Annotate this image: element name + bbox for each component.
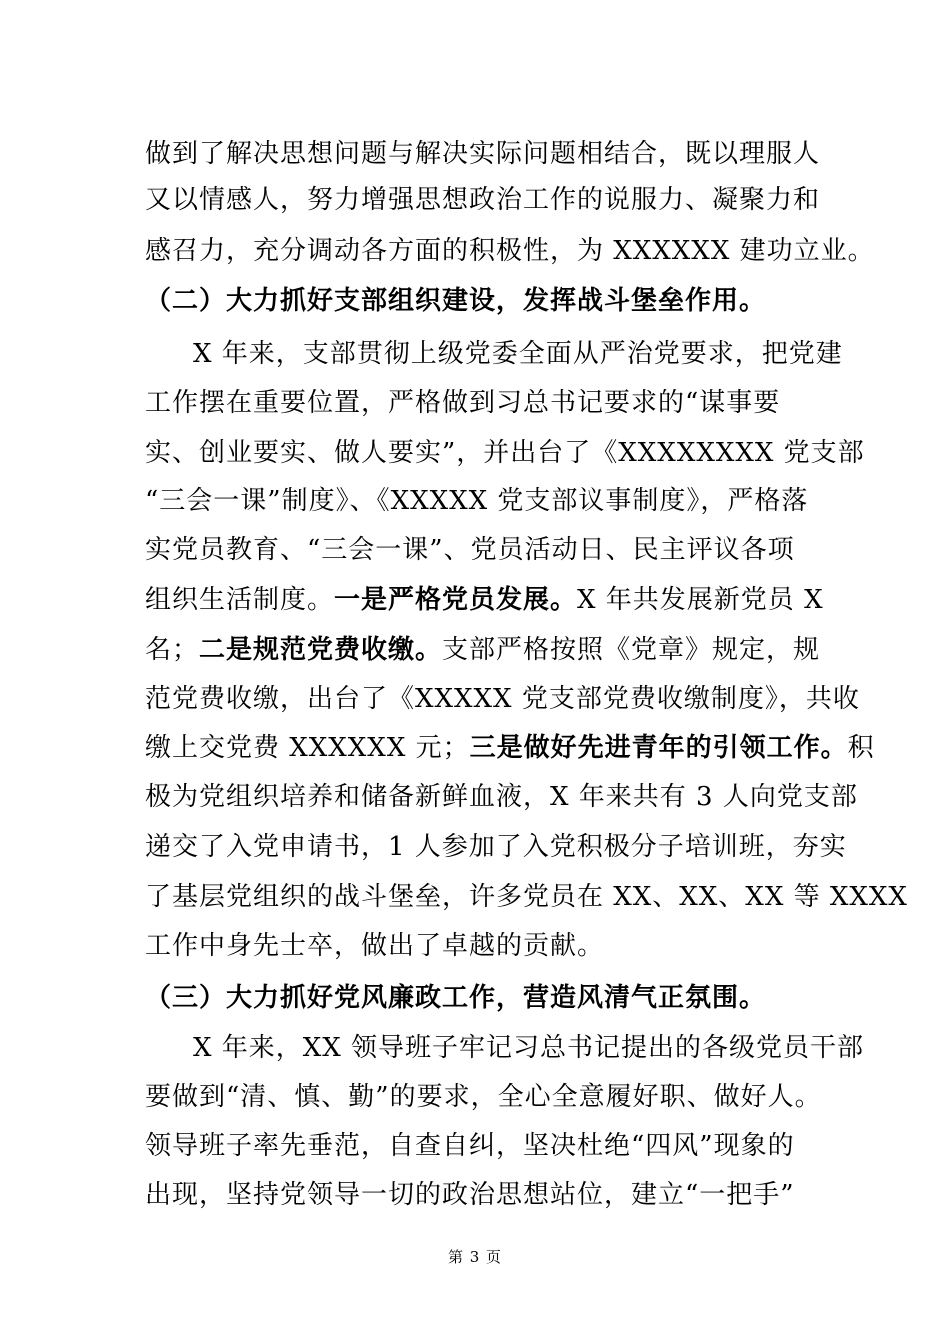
heading-text: （三）大力抓好党风廉政工作，营造风清气正氛围。 (145, 983, 767, 1013)
text-segment: 做到了解决思想问题与解决实际问题相结合，既以理服人 (145, 139, 821, 169)
text-segment: 出现，坚持党领导一切的政治思想站位，建立“一把手” (145, 1180, 795, 1210)
body-text-line (145, 880, 908, 914)
text-segment: 实、创业要实、做人要实”，并出台了《XXXXXXXX 党支部 (145, 438, 865, 468)
page-number-footer (0, 1247, 950, 1267)
paragraph-first-line (193, 1031, 864, 1065)
text-segment: 要做到“清、慎、勤”的要求，全心全意履好职、做好人。 (145, 1082, 822, 1112)
body-text-line (145, 183, 820, 217)
text-segment: 工作摆在重要位置，严格做到习总书记要求的“谋事要 (145, 388, 781, 418)
text-segment: 感召力，充分调动各方面的积极性，为 XXXXXX 建功立业。 (145, 236, 875, 266)
text-segment: 范党费收缴，出台了《XXXXX 党支部党费收缴制度》，共收 (145, 684, 860, 714)
text-segment: “三会一课”制度》、《XXXXX 党支部议事制度》，严格落 (145, 486, 809, 516)
body-text-line (145, 484, 808, 518)
section-heading-2 (145, 284, 766, 318)
body-text-line (145, 1080, 822, 1114)
body-text-line (145, 234, 875, 268)
bold-emphasis: 二是规范党费收缴。 (199, 635, 443, 665)
body-text-line (145, 137, 820, 171)
page-number-label: 第 3 页 (447, 1248, 503, 1266)
text-segment: X 年来，支部贯彻上级党委全面从严治党要求，把党建 (193, 339, 843, 369)
body-text-line (145, 633, 820, 667)
text-segment: 支部严格按照《党章》规定，规 (442, 635, 821, 665)
text-segment: 名； (145, 635, 200, 665)
bold-emphasis: 一是严格党员发展。 (334, 585, 578, 615)
body-text-line (145, 682, 860, 716)
body-text-line (145, 830, 847, 864)
body-text-line (145, 1129, 795, 1163)
body-text-line (145, 731, 875, 765)
text-segment: X 年来，XX 领导班子牢记习总书记提出的各级党员干部 (193, 1033, 865, 1063)
body-text-line (145, 929, 604, 963)
body-text-line (145, 436, 865, 470)
text-segment: X 年共发展新党员 X (577, 585, 824, 615)
heading-text: （二）大力抓好支部组织建设，发挥战斗堡垒作用。 (145, 286, 767, 316)
text-segment: 积 (847, 733, 875, 763)
body-text-line (145, 533, 795, 567)
text-segment: 实党员教育、“三会一课”、党员活动日、民主评议各项 (145, 535, 795, 565)
body-text-line (145, 1178, 795, 1212)
body-text-line (145, 780, 858, 814)
text-segment: 又以情感人，努力增强思想政治工作的说服力、凝聚力和 (145, 185, 821, 215)
text-segment: 组织生活制度。 (145, 585, 335, 615)
text-segment: 缴上交党费 XXXXXX 元； (145, 733, 470, 763)
body-text-line (145, 386, 780, 420)
text-segment: 工作中身先士卒，做出了卓越的贡献。 (145, 931, 605, 961)
paragraph-first-line (193, 337, 843, 371)
body-text-line (145, 583, 824, 617)
text-segment: 极为党组织培养和储备新鲜血液，X 年来共有 3 人向党支部 (145, 782, 858, 812)
text-segment: 递交了入党申请书，1 人参加了入党积极分子培训班，夯实 (145, 832, 847, 862)
section-heading-3 (145, 981, 766, 1015)
text-segment: 领导班子率先垂范，自查自纠，坚决杜绝“四风”现象的 (145, 1131, 795, 1161)
bold-emphasis: 三是做好先进青年的引领工作。 (469, 733, 848, 763)
text-segment: 了基层党组织的战斗堡垒，许多党员在 XX、XX、XX 等 XXXX (145, 882, 908, 912)
